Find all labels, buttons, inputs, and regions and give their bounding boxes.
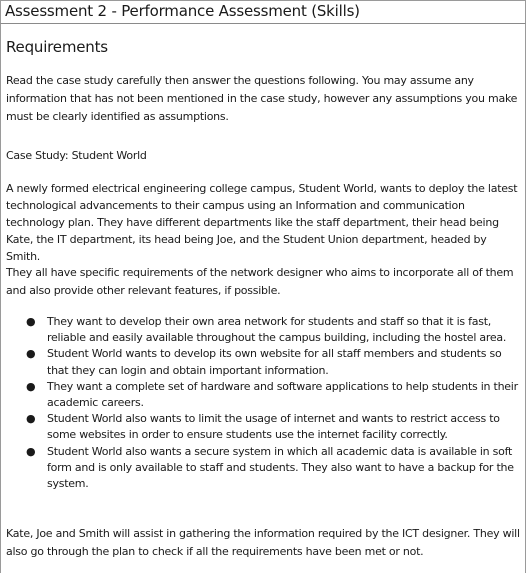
list-item-text: They want to develop their own area network for students and staff so that it is fast, reliable and easily available throughout the campus building, including the hostel area.	[47, 315, 507, 345]
bullet-icon: ●	[26, 379, 36, 393]
list-item-text: Student World wants to develop its own website for all staff members and students so that they can login and obtain important information.	[47, 347, 502, 377]
page-title: Assessment 2 - Performance Assessment (Skills)	[5, 2, 360, 20]
list-item	[1, 444, 527, 493]
bullet-icon: ●	[26, 444, 36, 458]
list-item	[1, 314, 527, 346]
list-item-text: They want a complete set of hardware and software applications to help students in their academic careers.	[47, 379, 518, 410]
list-item-text: Student World also wants a secure system in which all academic data is available in soft form and is only available to staff and students. They also want to have a backup for the system.	[47, 444, 514, 491]
requirements-paragraph: They all have specific requirements of the network designer who aims to incorporate all of them and also provide other relevant features, if possible.	[6, 266, 514, 297]
section-heading: Requirements	[6, 38, 108, 56]
list-item	[1, 379, 527, 411]
title-bar	[0, 0, 526, 24]
list-item-text: Student World also wants to limit the usage of internet and wants to restrict access to some websites in order to ensure students use the internet facility correctly.	[47, 412, 500, 442]
closing-paragraph: Kate, Joe and Smith will assist in gathering the information required by the ICT designer. They will also go through the plan to check if all the requirements have been met or not.	[6, 527, 520, 558]
list-item	[1, 411, 527, 443]
intro-paragraph: Read the case study carefully then answer the questions following. You may assume any information that has not been mentioned in the case study, however any assumptions you make must be clearly identified as assumptions.	[6, 74, 518, 123]
bullet-icon: ●	[26, 412, 36, 426]
case-study-paragraph: A newly formed electrical engineering college campus, Student World, wants to deploy the latest technological advancements to their campus using an Information and communication technology plan. They have different departments like the staff department, their head being Kate, the IT department, its head being Joe, and the Student Union department, headed by Smith.	[6, 182, 518, 263]
document-body	[0, 24, 526, 573]
bullet-icon: ●	[26, 315, 36, 328]
requirements-list	[1, 314, 527, 492]
bullet-icon: ●	[26, 347, 36, 361]
list-item	[1, 346, 527, 378]
case-study-title: Case Study: Student World	[6, 149, 147, 162]
